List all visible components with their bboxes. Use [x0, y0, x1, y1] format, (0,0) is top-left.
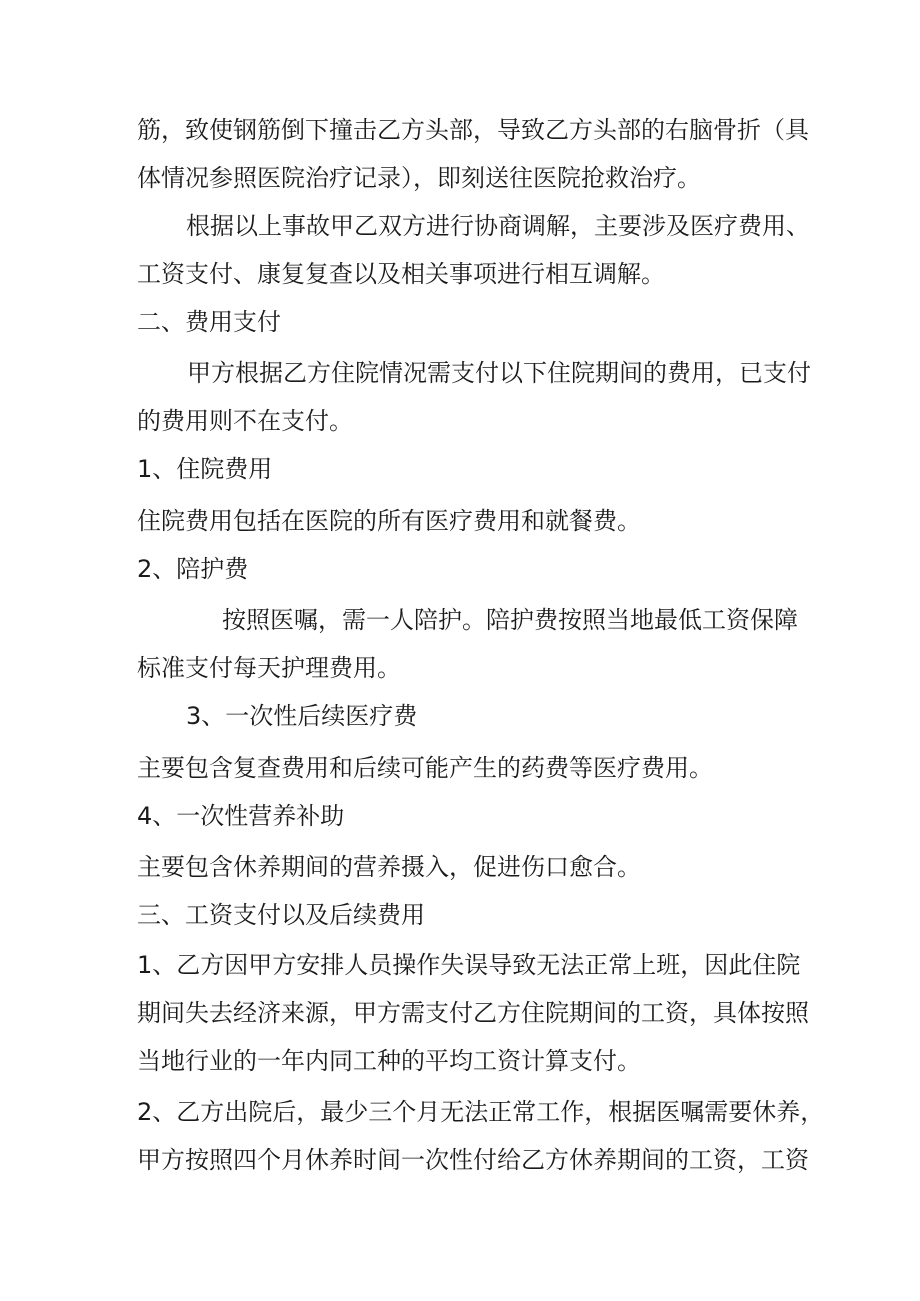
paragraph-line: 主要包含休养期间的营养摄入，促进伤口愈合。	[137, 853, 641, 881]
paragraph-line: 筋，致使钢筋倒下撞击乙方头部，导致乙方头部的右脑骨折（具	[137, 116, 809, 144]
paragraph-line: 1、乙方因甲方安排人员操作失误导致无法正常上班，因此住院	[137, 951, 801, 979]
paragraph-line: 体情况参照医院治疗记录），即刻送往医院抢救治疗。	[137, 164, 701, 192]
paragraph-line: 的费用则不在支付。	[137, 407, 353, 435]
subheading: 4、一次性营养补助	[137, 802, 345, 830]
paragraph-line: 根据以上事故甲乙双方进行协商调解，主要涉及医疗费用、	[186, 212, 810, 240]
paragraph-line: 甲方按照四个月休养时间一次性付给乙方休养期间的工资，工资	[137, 1146, 809, 1174]
paragraph-line: 期间失去经济来源，甲方需支付乙方住院期间的工资，具体按照	[137, 999, 809, 1027]
subheading: 2、陪护费	[137, 555, 249, 583]
paragraph-line: 按照医嘱，需一人陪护。陪护费按照当地最低工资保障	[222, 606, 798, 634]
paragraph-line: 当地行业的一年内同工种的平均工资计算支付。	[137, 1047, 641, 1075]
subheading: 3、一次性后续医疗费	[186, 702, 418, 730]
subheading: 1、住院费用	[137, 455, 273, 483]
section-heading: 二、费用支付	[137, 308, 281, 336]
paragraph-line: 甲方根据乙方住院情况需支付以下住院期间的费用，已支付	[187, 359, 811, 387]
paragraph-line: 2、乙方出院后，最少三个月无法正常工作，根据医嘱需要休养，	[137, 1098, 825, 1126]
section-heading: 三、工资支付以及后续费用	[137, 901, 425, 929]
paragraph-line: 工资支付、康复复查以及相关事项进行相互调解。	[137, 260, 665, 288]
paragraph-line: 住院费用包括在医院的所有医疗费用和就餐费。	[137, 507, 641, 535]
paragraph-line: 主要包含复查费用和后续可能产生的药费等医疗费用。	[137, 754, 713, 782]
paragraph-line: 标准支付每天护理费用。	[137, 654, 401, 682]
